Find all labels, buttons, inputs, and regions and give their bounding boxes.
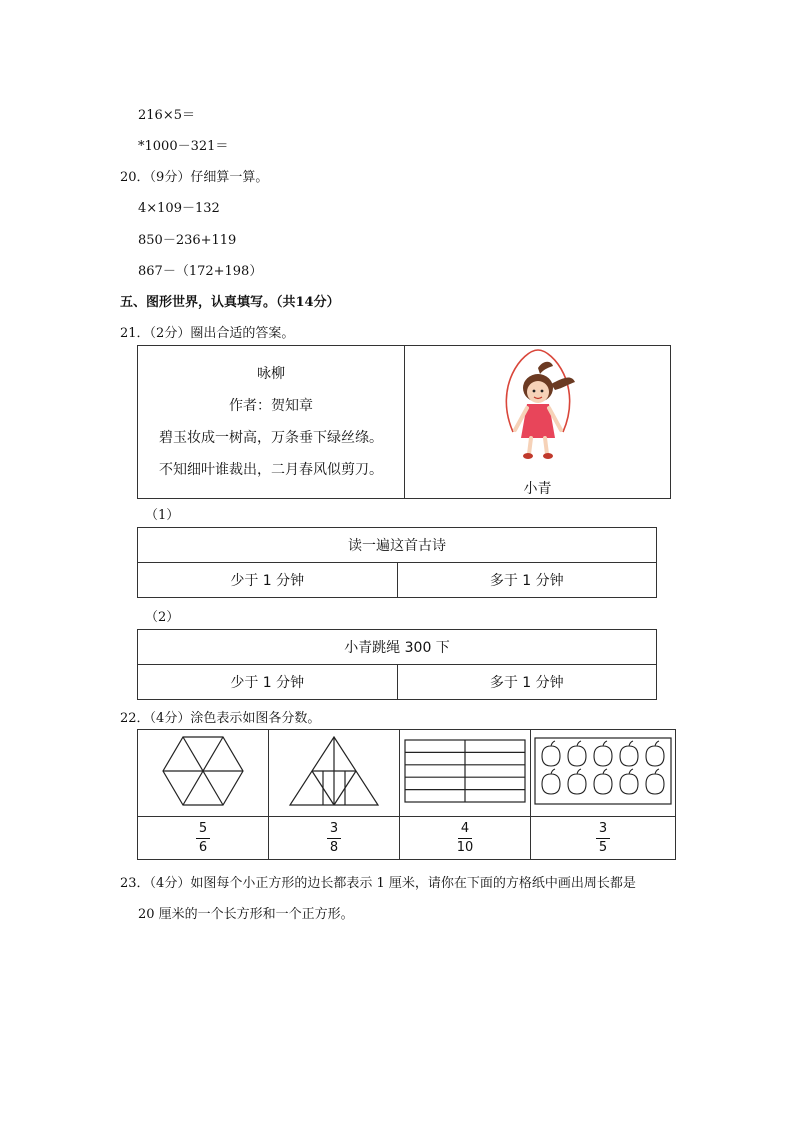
q21-part2-header: 小青跳绳 300 下 (138, 630, 657, 665)
fraction-3-denominator: 10 (456, 840, 474, 855)
q20-item-3: 867－（172+198） (138, 264, 263, 279)
rectangle-strips-shape (403, 738, 527, 804)
poem-line-1: 碧玉妆成一树高，万条垂下绿丝绦。 (159, 430, 383, 446)
q21-poem-table (137, 345, 671, 499)
q23-line-1: 23．（4分）如图每个小正方形的边长都表示 1 厘米，请你在下面的方格纸中画出周长都是 (120, 876, 636, 891)
poem-title: 咏柳 (257, 366, 285, 382)
q22-fraction-table (137, 729, 676, 860)
q20-title: 20．（9分）仔细算一算。 (120, 170, 269, 185)
triangle-shape (288, 735, 380, 807)
q21-part1-label: （1） (145, 508, 180, 523)
apples-grid-shape (533, 736, 673, 806)
girl-cell (405, 346, 671, 499)
fraction-1-numerator: 5 (198, 821, 208, 836)
q22-title: 22．（4分）涂色表示如图各分数。 (120, 711, 321, 726)
girl-name-label: 小青 (523, 481, 552, 497)
fraction-cell-1 (138, 817, 269, 860)
jump-rope-girl-illustration (483, 346, 593, 474)
triangle-cell[interactable] (269, 730, 400, 817)
q21-part1-option-more[interactable]: 多于 1 分钟 (397, 563, 657, 598)
fraction-2-numerator: 3 (329, 821, 339, 836)
q20-item-2: 850－236+119 (138, 233, 237, 248)
q21-part2-option-less[interactable]: 少于 1 分钟 (138, 665, 398, 700)
fraction-2-denominator: 8 (329, 840, 339, 855)
rectangle-cell[interactable] (400, 730, 531, 817)
hexagon-shape (162, 735, 244, 807)
apples-cell[interactable] (531, 730, 676, 817)
poem-author: 作者：贺知章 (229, 398, 313, 414)
fraction-cell-3 (400, 817, 531, 860)
fraction-4-denominator: 5 (598, 840, 608, 855)
q21-part2-table (137, 629, 657, 700)
fraction-1-denominator: 6 (198, 840, 208, 855)
q23-line-2: 20 厘米的一个长方形和一个正方形。 (138, 907, 354, 922)
q21-title: 21．（2分）圈出合适的答案。 (120, 326, 295, 341)
fraction-4-numerator: 3 (598, 821, 608, 836)
q21-part2-label: （2） (145, 610, 180, 625)
q21-part1-header: 读一遍这首古诗 (138, 528, 657, 563)
apple-icons (542, 741, 664, 794)
poem-cell (138, 346, 405, 499)
q21-part2-option-more[interactable]: 多于 1 分钟 (397, 665, 657, 700)
hexagon-cell[interactable] (138, 730, 269, 817)
girl-face (527, 381, 549, 403)
calc-line-2: *1000－321＝ (138, 139, 229, 154)
q20-item-1: 4×109－132 (138, 201, 220, 216)
q21-part1-table (137, 527, 657, 598)
fraction-cell-4 (531, 817, 676, 860)
poem-line-2: 不知细叶谁裁出，二月春风似剪刀。 (159, 462, 383, 478)
q21-part1-option-less[interactable]: 少于 1 分钟 (138, 563, 398, 598)
calc-line-1: 216×5＝ (138, 108, 195, 123)
fraction-3-numerator: 4 (460, 821, 470, 836)
fraction-cell-2 (269, 817, 400, 860)
section5-title: 五、图形世界，认真填写。（共14分） (120, 295, 340, 310)
